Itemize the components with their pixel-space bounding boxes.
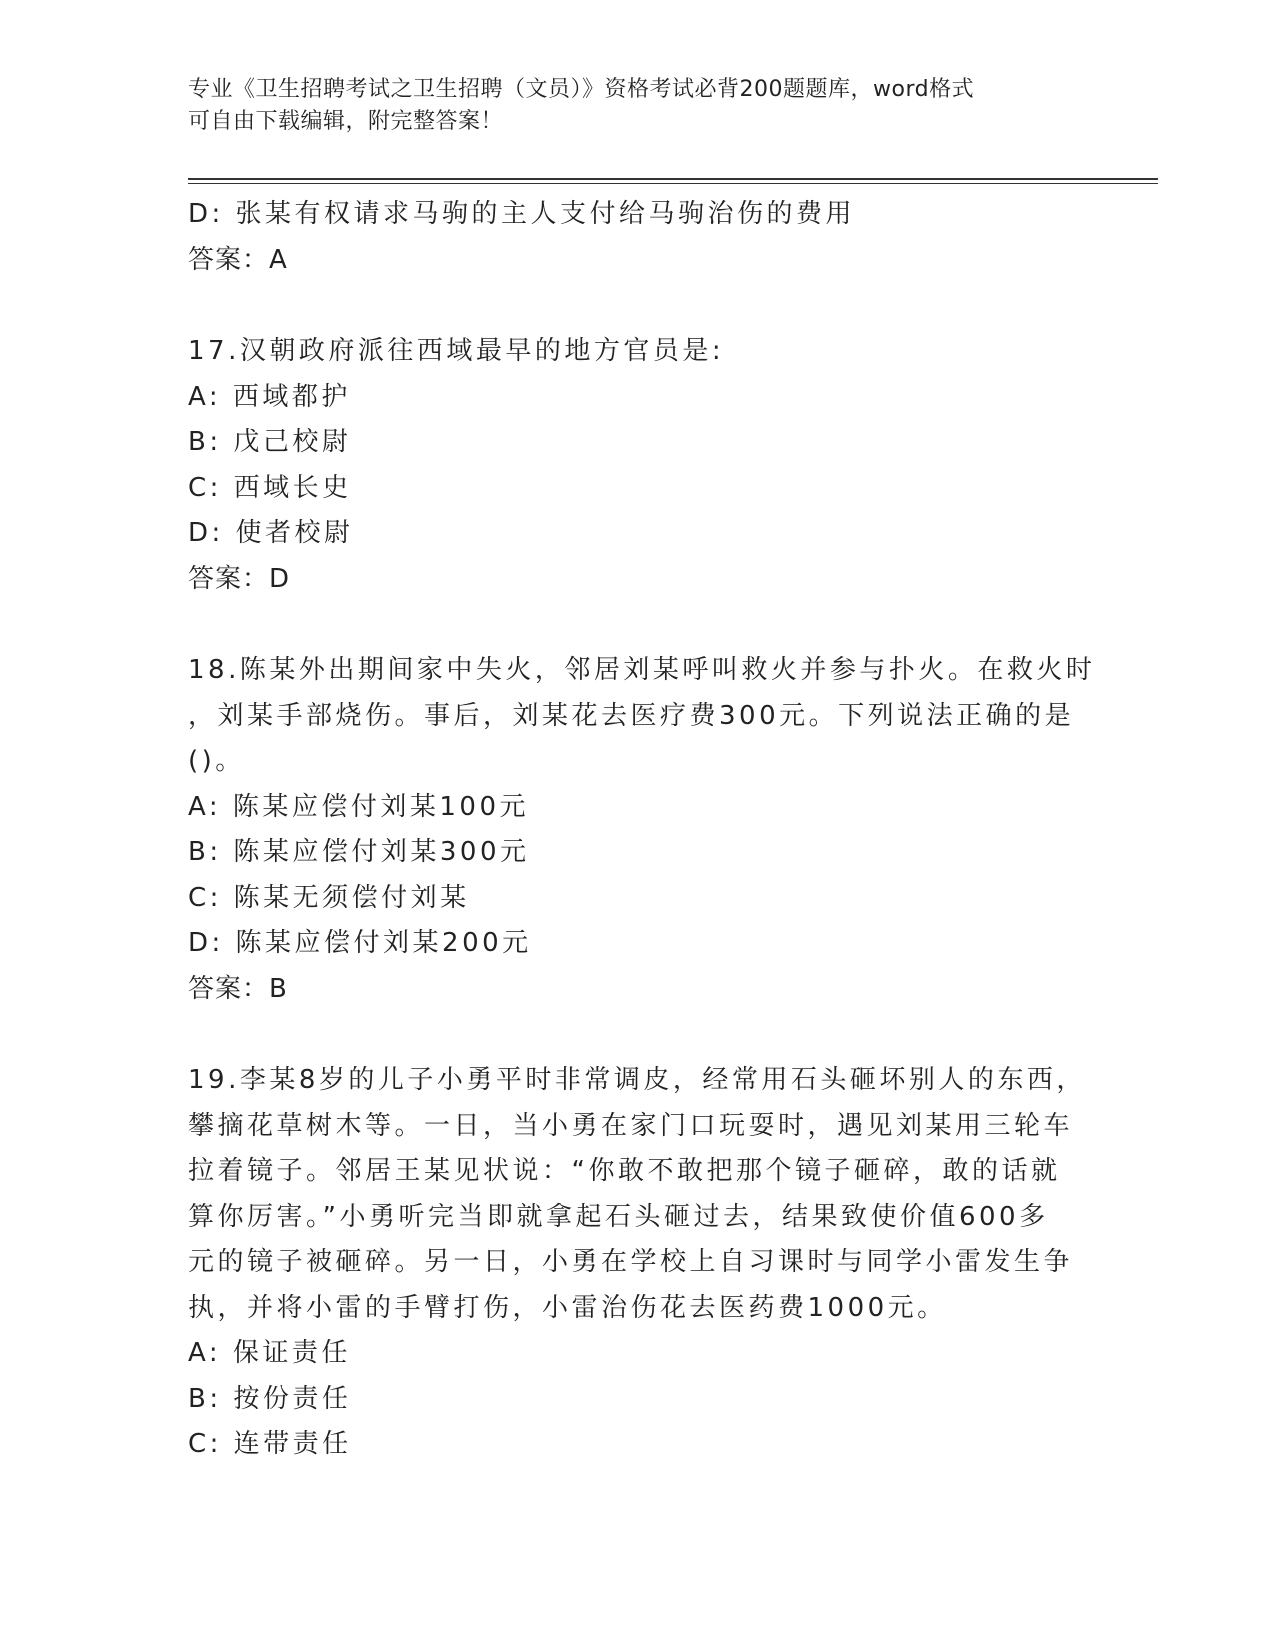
header-divider-thin — [188, 183, 1158, 184]
spacer — [188, 283, 1088, 329]
header-title-line-1: 专业《卫生招聘考试之卫生招聘（文员）》资格考试必背200题题库，word格式 — [188, 77, 975, 102]
question-17 — [188, 329, 1088, 602]
option-d: D: 陈某应偿付刘某200元 — [188, 928, 532, 958]
question-stem-line: 元的镜子被砸碎。另一日，小勇在学校上自习课时与同学小雷发生争 — [188, 1247, 1074, 1277]
option-a: A: 保证责任 — [188, 1338, 351, 1368]
question-stem-line: ()。 — [188, 746, 245, 776]
question-stem-line: 执，并将小雷的手臂打伤，小雷治伤花去医药费1000元。 — [188, 1292, 947, 1323]
option-c: C: 连带责任 — [188, 1429, 352, 1459]
question-stem: 17.汉朝政府派往西域最早的地方官员是: — [188, 336, 725, 366]
answer-line: 答案：D — [188, 563, 291, 594]
question-stem-line: 攀摘花草树木等。一日，当小勇在家门口玩耍时，遇见刘某用三轮车 — [188, 1110, 1074, 1141]
answer-line: 答案：A — [188, 244, 288, 275]
option-c: C: 西域长史 — [188, 472, 352, 503]
option-d: D: 张某有权请求马驹的主人支付给马驹治伤的费用 — [188, 199, 856, 229]
option-b: B: 按份责任 — [188, 1383, 352, 1414]
spacer — [188, 602, 1088, 648]
question-stem-line: ，刘某手部烧伤。事后，刘某花去医疗费300元。下列说法正确的是 — [188, 700, 1075, 731]
question-16-tail — [188, 192, 1088, 283]
question-stem-line: 19.李某8岁的儿子小勇平时非常调皮，经常用石头砸坏别人的东西， — [188, 1065, 1086, 1095]
option-d: D: 使者校尉 — [188, 518, 354, 548]
option-a: A: 陈某应偿付刘某100元 — [188, 791, 529, 822]
question-stem-line: 18.陈某外出期间家中失火，邻居刘某呼叫救火并参与扑火。在救火时 — [188, 655, 1096, 685]
option-c: C: 陈某无须偿付刘某 — [188, 882, 470, 913]
question-stem-line: 算你厉害。”小勇听完当即就拿起石头砸过去，结果致使价值600多 — [188, 1201, 1049, 1232]
document-header — [188, 74, 1068, 138]
header-divider-thick — [188, 178, 1158, 180]
header-title-line-2: 可自由下载编辑，附完整答案！ — [188, 109, 504, 134]
spacer — [188, 1012, 1088, 1058]
option-b: B: 戊己校尉 — [188, 427, 352, 457]
option-a: A: 西域都护 — [188, 381, 351, 412]
question-18 — [188, 648, 1096, 1012]
answer-line: 答案：B — [188, 973, 288, 1004]
question-stem-line: 拉着镜子。邻居王某见状说：“你敢不敢把那个镜子砸碎，敢的话就 — [188, 1156, 1061, 1186]
question-list — [188, 192, 1096, 1468]
question-19 — [188, 1058, 1088, 1468]
option-b: B: 陈某应偿付刘某300元 — [188, 837, 530, 867]
